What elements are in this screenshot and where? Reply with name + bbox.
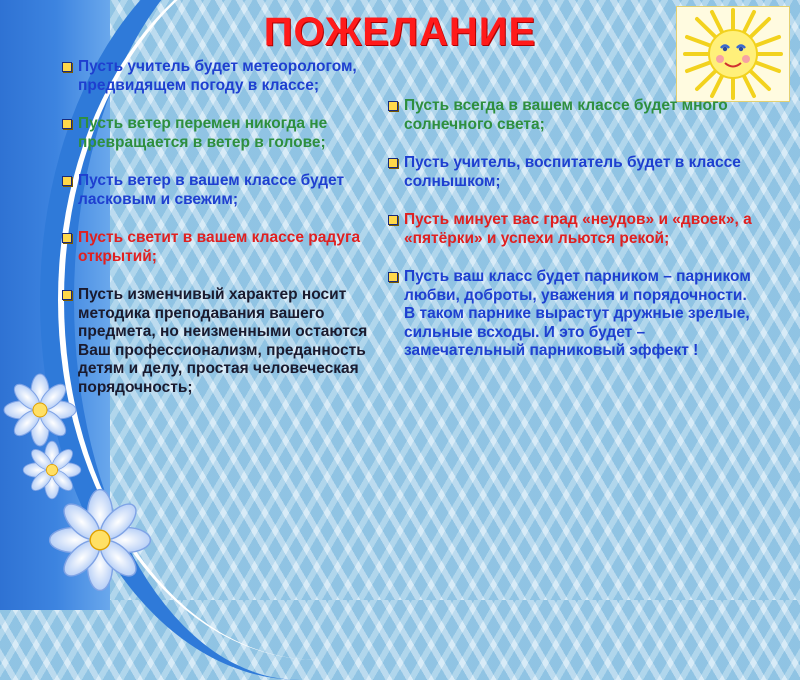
checkbox-bullet-icon — [62, 62, 72, 72]
checkbox-bullet-icon — [62, 176, 72, 186]
wish-text: Пусть изменчивый характер носит методика преподавания вашего предмета, но неизменными остаются Ваш профессионализм, преданность детям и делу, простая человеческая порядочность; — [78, 286, 368, 396]
wish-item — [386, 97, 756, 134]
wish-text: Пусть учитель будет метеорологом, предвидящем погоду в классе; — [78, 58, 357, 94]
wish-text: Пусть всегда в вашем классе будет много солнечного света; — [404, 97, 728, 133]
wish-text: Пусть ветер в вашем классе будет ласковым и свежим; — [78, 172, 345, 208]
checkbox-bullet-icon — [62, 290, 72, 300]
checkbox-bullet-icon — [388, 272, 398, 282]
wish-item — [386, 268, 756, 361]
wish-text: Пусть учитель, воспитатель будет в классе солнышком; — [404, 154, 741, 190]
wish-text: Пусть минует вас град «неудов» и «двоек», а «пятёрки» и успехи льются рекой; — [404, 211, 752, 247]
wish-item — [386, 211, 756, 248]
wish-item — [60, 172, 390, 209]
checkbox-bullet-icon — [62, 119, 72, 129]
wish-text: Пусть светит в вашем классе радуга открытий; — [78, 229, 361, 265]
right-wishes-column — [386, 97, 756, 381]
flower-icon — [50, 490, 151, 591]
wish-item — [60, 115, 390, 152]
page-title: ПОЖЕЛАНИЕ — [263, 10, 537, 54]
wish-item — [60, 229, 390, 266]
flower-decoration — [0, 370, 180, 600]
wish-item — [386, 154, 756, 191]
checkbox-bullet-icon — [388, 215, 398, 225]
checkbox-bullet-icon — [62, 233, 72, 243]
left-wishes-column — [60, 58, 390, 417]
checkbox-bullet-icon — [388, 101, 398, 111]
flower-icon — [23, 441, 81, 499]
wish-item — [60, 58, 390, 95]
flower-icon — [4, 374, 76, 446]
wish-text: Пусть ваш класс будет парником – парником любви, доброты, уважения и порядочности. В таком парнике вырастут дружные зрелые, сильные всходы. И это будет – замечательный парниковый эффект ! — [404, 268, 751, 359]
wish-text: Пусть ветер перемен никогда не превращается в ветер в голове; — [78, 115, 328, 151]
smiling-sun-icon — [676, 6, 790, 102]
checkbox-bullet-icon — [388, 158, 398, 168]
